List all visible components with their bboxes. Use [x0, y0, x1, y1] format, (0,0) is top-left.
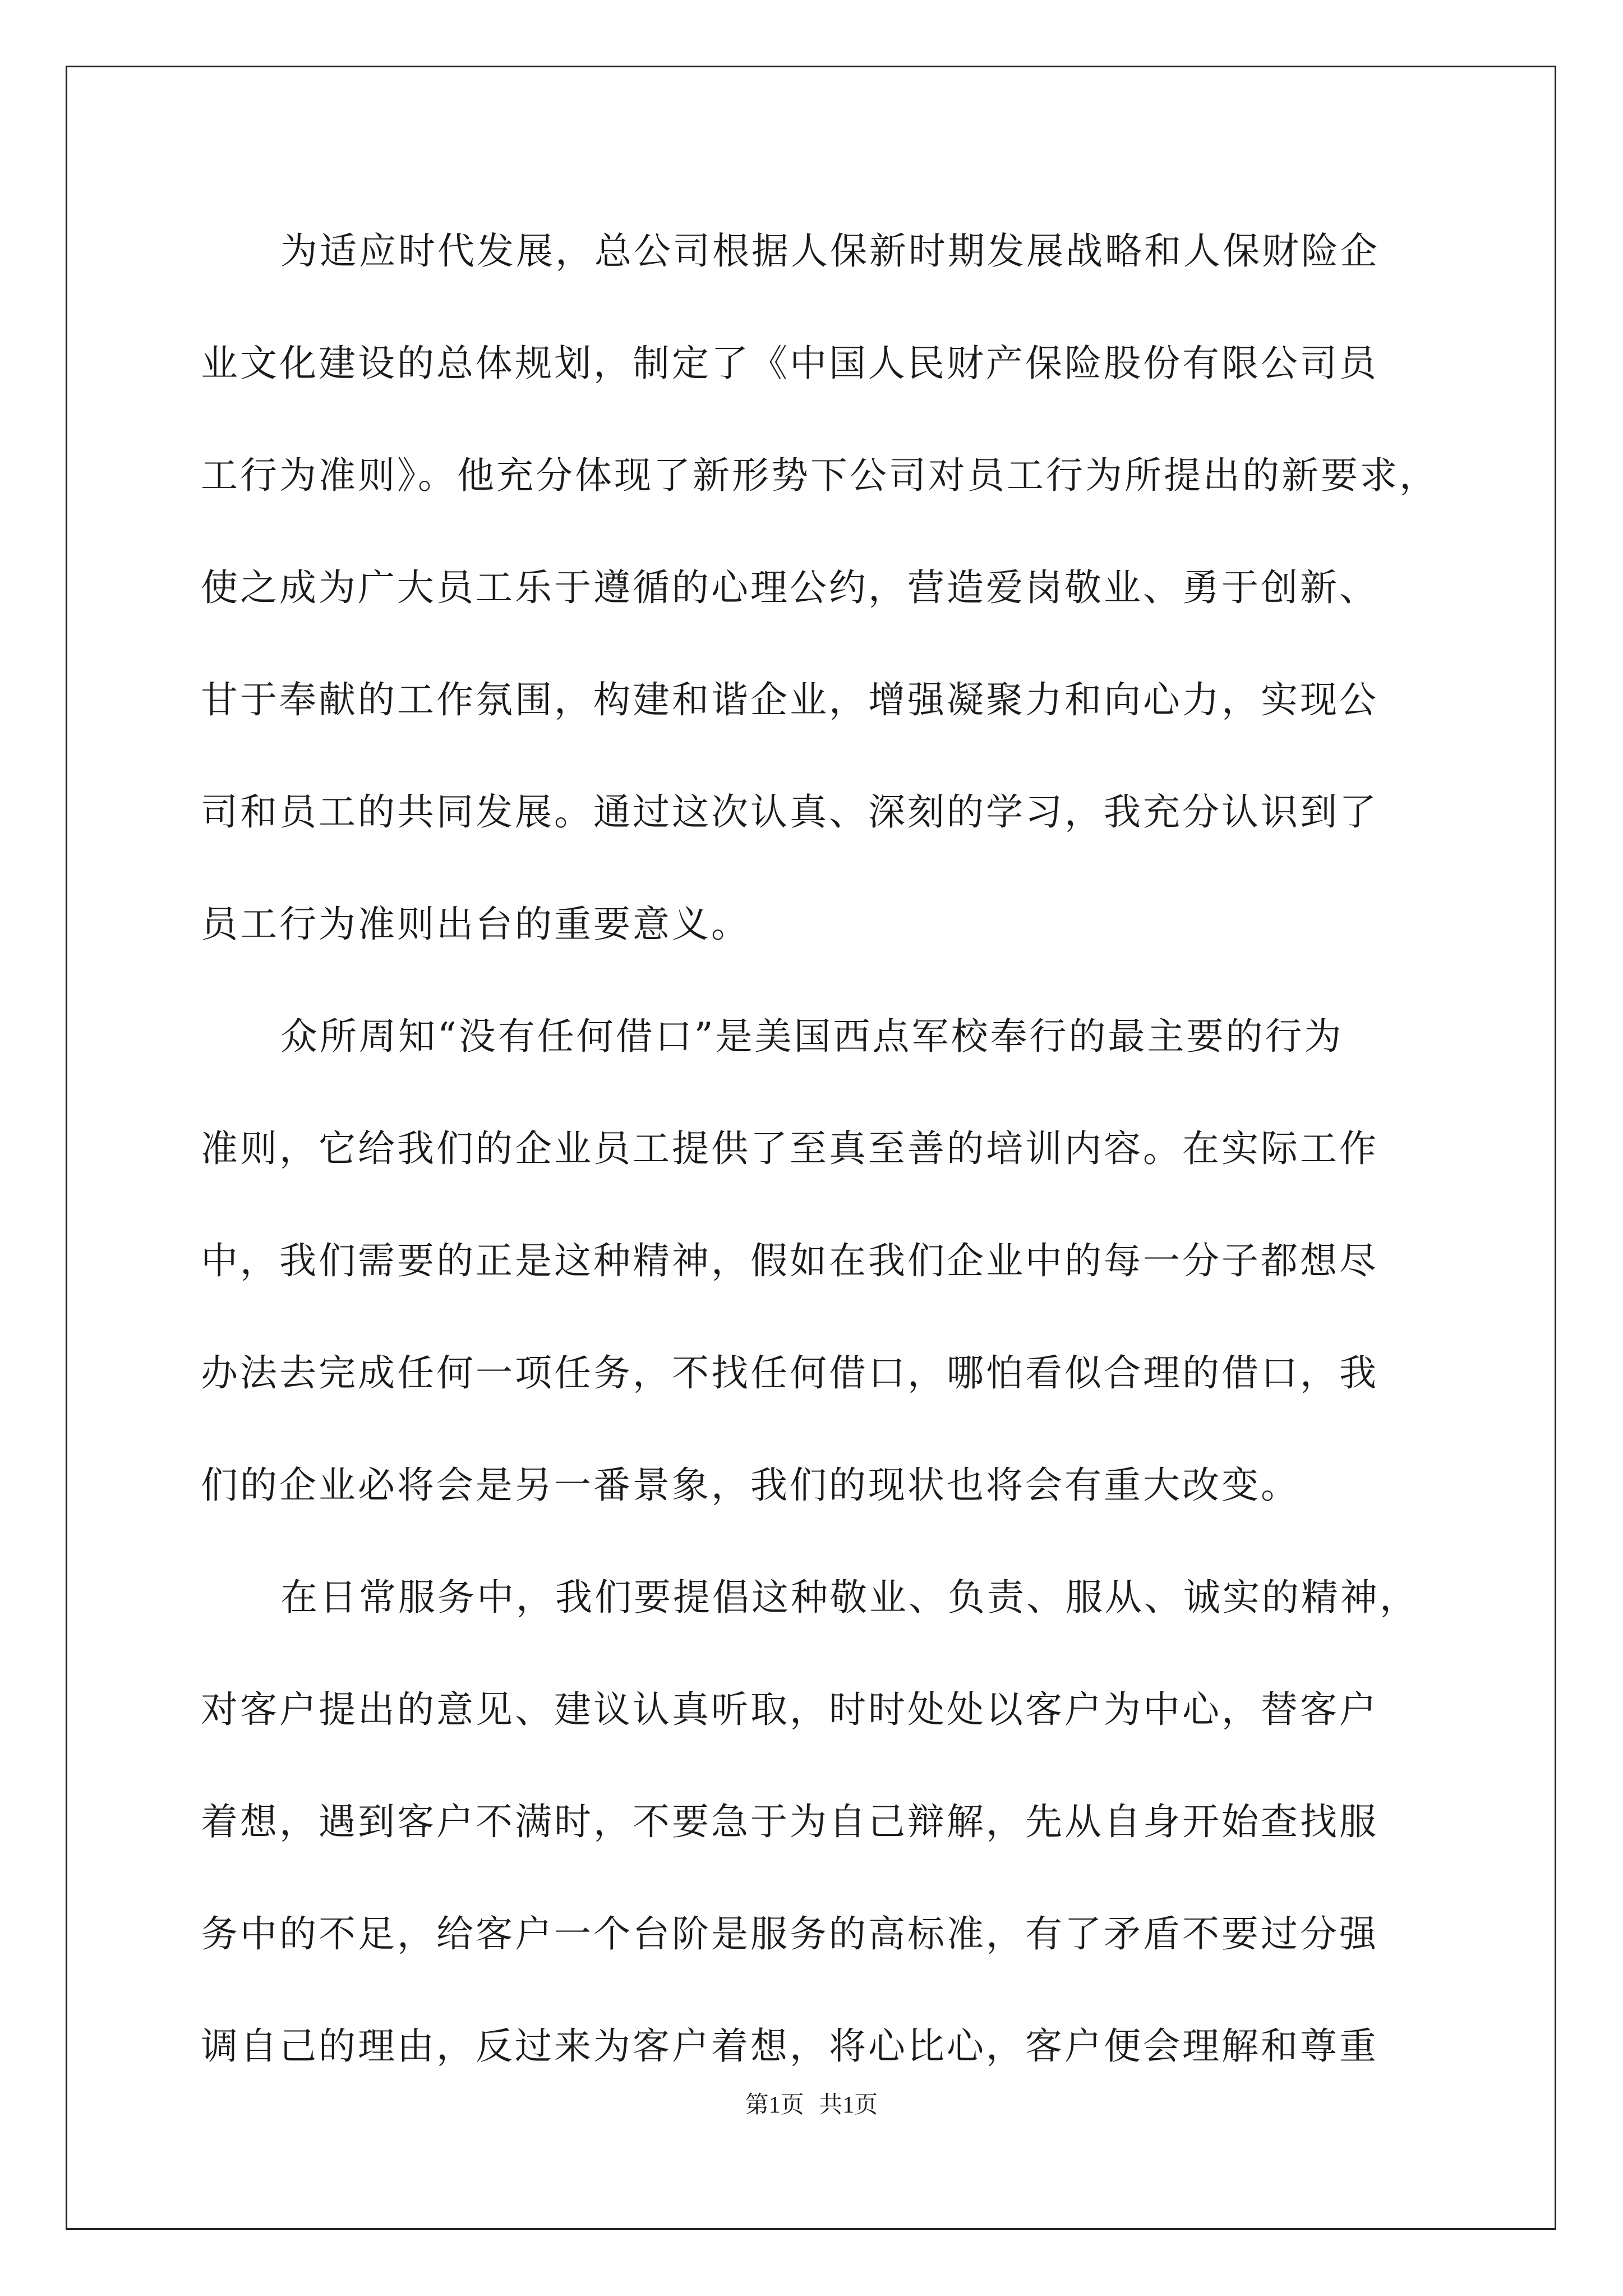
paragraph-2-line-4: 办法去完成任何一项任务，不找任何借口，哪怕看似合理的借口，我 [201, 1351, 1378, 1395]
paragraph-1-line-4: 使之成为广大员工乐于遵循的心理公约，营造爱岗敬业、勇于创新、 [201, 566, 1378, 609]
paragraph-3-line-4: 务中的不足，给客户一个台阶是服务的高标准，有了矛盾不要过分强 [201, 1912, 1378, 1955]
paragraph-2-line-5: 们的企业必将会是另一番景象，我们的现状也将会有重大改变。 [201, 1464, 1300, 1507]
paragraph-1-line-6: 司和员工的共同发展。通过这次认真、深刻的学习，我充分认识到了 [201, 790, 1378, 834]
paragraph-3-line-3: 着想，遇到客户不满时，不要急于为自己辩解，先从自身开始查找服 [201, 1800, 1378, 1843]
paragraph-1-line-7: 员工行为准则出台的重要意义。 [201, 903, 750, 946]
paragraph-1-line-2: 业文化建设的总体规划，制定了《中国人民财产保险股份有限公司员 [201, 342, 1378, 385]
paragraph-3-line-1: 在日常服务中，我们要提倡这种敬业、负责、服从、诚实的精神， [280, 1576, 1419, 1619]
paragraph-2-line-1: 众所周知“没有任何借口”是美国西点军校奉行的最主要的行为 [280, 1015, 1344, 1058]
paragraph-2-line-3: 中，我们需要的正是这种精神，假如在我们企业中的每一分子都想尽 [201, 1239, 1378, 1282]
paragraph-1-line-3: 工行为准则》。他充分体现了新形势下公司对员工行为所提出的新要求， [201, 454, 1438, 497]
page-total: 共1页 [819, 2092, 878, 2118]
paragraph-2-line-2: 准则，它给我们的企业员工提供了至真至善的培训内容。在实际工作 [201, 1127, 1378, 1170]
page-footer [0, 2091, 1623, 2119]
paragraph-1-line-1: 为适应时代发展，总公司根据人保新时期发展战略和人保财险企 [280, 229, 1380, 273]
paragraph-1-line-5: 甘于奉献的工作氛围，构建和谐企业，增强凝聚力和向心力，实现公 [201, 678, 1378, 721]
page-number: 第1页 [745, 2092, 804, 2118]
paragraph-3-line-5: 调自己的理由，反过来为客户着想，将心比心，客户便会理解和尊重 [201, 2024, 1378, 2068]
paragraph-3-line-2: 对客户提出的意见、建议认真听取，时时处处以客户为中心，替客户 [201, 1688, 1378, 1731]
